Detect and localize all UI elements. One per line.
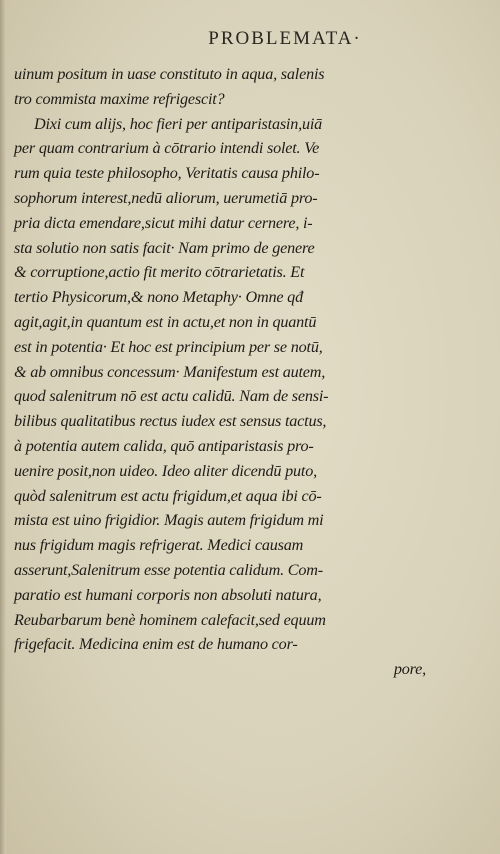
text-line: & corruptione,actio fit merito cōtrarietatis. Et <box>14 263 305 282</box>
text-line: & ab omnibus concessum· Manifestum est autem, <box>14 362 326 381</box>
text-line: agit,agit,in quantum est in actu,et non in quantū <box>14 312 317 331</box>
catchword: pore, <box>393 660 426 679</box>
text-line: quòd salenitrum est actu frigidum,et aqua ibi cō- <box>14 486 322 505</box>
text-line: tertio Physicorum,& nono Metaphy· Omne qđ <box>14 288 303 307</box>
text-line: sophorum interest,nedū aliorum, uerumetiā pro- <box>14 188 318 207</box>
text-line: paratio est humani corporis non absoluti natura, <box>14 585 322 604</box>
text-line: quod salenitrum nō est actu calidū. Nam de sensi- <box>14 387 329 406</box>
page-gutter-shadow <box>0 0 6 854</box>
text-line: pria dicta emendare,sicut mihi datur cernere, i- <box>14 213 313 232</box>
text-line: tro commista maxime refrigescit? <box>14 89 225 108</box>
text-line: uenire posit,non uideo. Ideo aliter dicendū puto, <box>14 461 317 480</box>
text-line: sta solutio non satis facit· Nam primo de genere <box>14 238 315 257</box>
text-line: nus frigidum magis refrigerat. Medici causam <box>14 536 304 555</box>
text-line: uinum positum in uase constituto in aqua, salenis <box>14 65 325 83</box>
text-line: Dixi cum alijs, hoc fieri per antiparistasin,uiā <box>34 114 323 133</box>
text-line: à potentia autem calida, quō antiparistasis pro- <box>14 436 314 455</box>
running-head: PROBLEMATA· <box>208 28 362 49</box>
text-line: per quam contrarium à cōtrario intendi solet. Ve <box>14 139 320 158</box>
text-line: mista est uino frigidior. Magis autem frigidum mi <box>14 511 324 530</box>
text-block <box>14 62 464 682</box>
text-line: rum quia teste philosopho, Veritatis causa philo- <box>14 164 320 183</box>
text-line: frigefacit. Medicina enim est de humano cor- <box>14 635 298 654</box>
text-line: Reubarbarum benè hominem calefacit,sed equum <box>14 610 326 629</box>
text-line: bilibus qualitatibus rectus iudex est sensus tactus, <box>14 412 327 431</box>
text-line: asserunt,Salenitrum esse potentia calidum. Com- <box>14 560 323 579</box>
text-line: est in potentia· Et hoc est principium per se notū, <box>14 337 323 356</box>
